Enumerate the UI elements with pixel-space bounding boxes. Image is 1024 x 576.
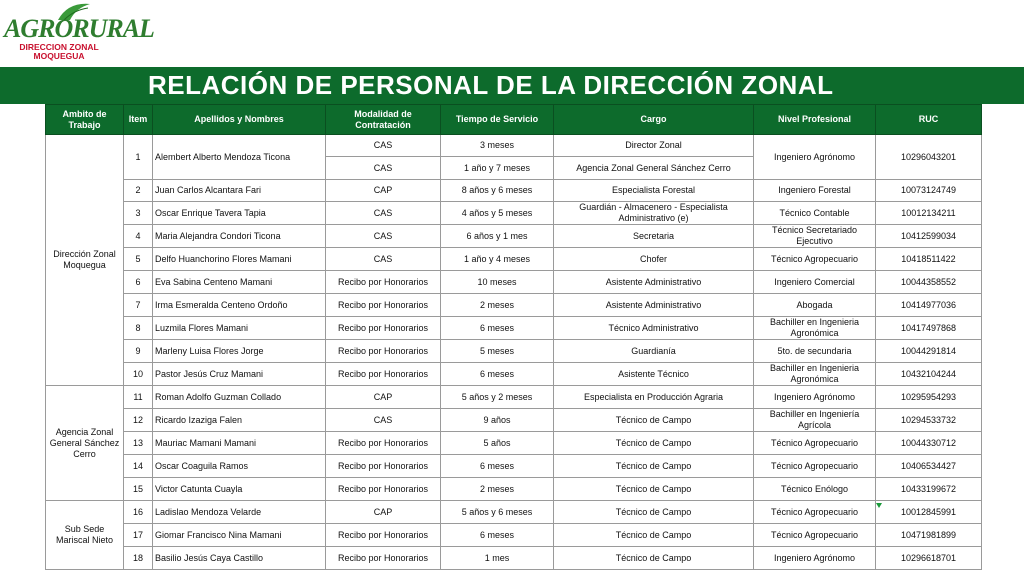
- nivel-cell: Bachiller en Ingeniería Agrícola: [754, 409, 876, 432]
- cargo-cell: Técnico de Campo: [554, 547, 754, 570]
- ruc-cell: 10044358552: [876, 271, 982, 294]
- tiempo-cell: 3 meses: [441, 135, 554, 157]
- header-modalidad: Modalidad de Contratación: [326, 105, 441, 135]
- cargo-cell: Técnico de Campo: [554, 409, 754, 432]
- tiempo-cell: 5 años: [441, 432, 554, 455]
- cargo-cell: Guardianía: [554, 340, 754, 363]
- nivel-cell: Abogada: [754, 294, 876, 317]
- tiempo-cell: 4 años y 5 meses: [441, 202, 554, 225]
- modalidad-cell: Recibo por Honorarios: [326, 317, 441, 340]
- ruc-cell: 10044330712: [876, 432, 982, 455]
- item-cell: 15: [124, 478, 153, 501]
- nivel-cell: Ingeniero Comercial: [754, 271, 876, 294]
- tiempo-cell: 1 año y 7 meses: [441, 157, 554, 180]
- cell-marker-icon: [876, 503, 882, 508]
- tiempo-cell: 5 años y 2 meses: [441, 386, 554, 409]
- modalidad-cell: Recibo por Honorarios: [326, 363, 441, 386]
- name-cell: Victor Catunta Cuayla: [153, 478, 326, 501]
- modalidad-cell: CAS: [326, 202, 441, 225]
- modalidad-cell: CAP: [326, 501, 441, 524]
- table-row: [46, 363, 982, 386]
- name-cell: Roman Adolfo Guzman Collado: [153, 386, 326, 409]
- tiempo-cell: 10 meses: [441, 271, 554, 294]
- modalidad-cell: CAP: [326, 386, 441, 409]
- logo-subtitle-line1: DIRECCION ZONAL: [19, 42, 99, 52]
- tiempo-cell: 5 años y 6 meses: [441, 501, 554, 524]
- item-cell: 11: [124, 386, 153, 409]
- name-cell: Ladislao Mendoza Velarde: [153, 501, 326, 524]
- table-row: [46, 248, 982, 271]
- header-nombres: Apellidos y Nombres: [153, 105, 326, 135]
- item-cell: 13: [124, 432, 153, 455]
- table-row: [46, 135, 982, 157]
- table-row: [46, 294, 982, 317]
- name-cell: Ricardo Izaziga Falen: [153, 409, 326, 432]
- tiempo-cell: 2 meses: [441, 478, 554, 501]
- nivel-cell: Técnico Agropecuario: [754, 248, 876, 271]
- modalidad-cell: CAP: [326, 180, 441, 202]
- ruc-cell: 10414977036: [876, 294, 982, 317]
- ruc-cell: 10406534427: [876, 455, 982, 478]
- modalidad-cell: Recibo por Honorarios: [326, 524, 441, 547]
- table-row: [46, 386, 982, 409]
- header-nivel: Nivel Profesional: [754, 105, 876, 135]
- cargo-cell: Guardián - Almacenero - Especialista Administrativo (e): [554, 202, 754, 225]
- nivel-cell: Técnico Secretariado Ejecutivo: [754, 225, 876, 248]
- modalidad-cell: Recibo por Honorarios: [326, 478, 441, 501]
- cargo-cell: Especialista Forestal: [554, 180, 754, 202]
- item-cell: 1: [124, 135, 153, 180]
- modalidad-cell: CAS: [326, 157, 441, 180]
- tiempo-cell: 2 meses: [441, 294, 554, 317]
- table-row: [46, 478, 982, 501]
- cargo-cell: Director Zonal: [554, 135, 754, 157]
- tiempo-cell: 1 año y 4 meses: [441, 248, 554, 271]
- cargo-cell: Técnico de Campo: [554, 478, 754, 501]
- tiempo-cell: 6 meses: [441, 524, 554, 547]
- name-cell: Marleny Luisa Flores Jorge: [153, 340, 326, 363]
- table-row: [46, 432, 982, 455]
- table-row: [46, 225, 982, 248]
- header-ruc: RUC: [876, 105, 982, 135]
- page-title: RELACIÓN DE PERSONAL DE LA DIRECCIÓN ZONAL: [148, 70, 834, 100]
- modalidad-cell: Recibo por Honorarios: [326, 432, 441, 455]
- header-row: [46, 105, 982, 135]
- ruc-cell: 10412599034: [876, 225, 982, 248]
- agrorural-logo: [0, 0, 154, 64]
- ruc-cell: 10418511422: [876, 248, 982, 271]
- nivel-cell: Bachiller en Ingenieria Agronómica: [754, 363, 876, 386]
- ruc-cell: 10044291814: [876, 340, 982, 363]
- cargo-cell: Técnico de Campo: [554, 524, 754, 547]
- nivel-cell: Ingeniero Agrónomo: [754, 547, 876, 570]
- ruc-cell: 10295954293: [876, 386, 982, 409]
- ruc-cell: 10012845991: [876, 501, 982, 524]
- table-row: [46, 317, 982, 340]
- group-cell: Agencia Zonal General Sánchez Cerro: [46, 386, 124, 501]
- ruc-cell: 10417497868: [876, 317, 982, 340]
- item-cell: 12: [124, 409, 153, 432]
- cargo-cell: Chofer: [554, 248, 754, 271]
- item-cell: 6: [124, 271, 153, 294]
- item-cell: 16: [124, 501, 153, 524]
- nivel-cell: 5to. de secundaria: [754, 340, 876, 363]
- name-cell: Oscar Coaguila Ramos: [153, 455, 326, 478]
- item-cell: 18: [124, 547, 153, 570]
- modalidad-cell: CAS: [326, 409, 441, 432]
- ruc-cell: 10296618701: [876, 547, 982, 570]
- name-cell: Juan Carlos Alcantara Fari: [153, 180, 326, 202]
- item-cell: 9: [124, 340, 153, 363]
- tiempo-cell: 6 meses: [441, 363, 554, 386]
- group-cell: Sub Sede Mariscal Nieto: [46, 501, 124, 570]
- tiempo-cell: 6 meses: [441, 455, 554, 478]
- modalidad-cell: CAS: [326, 248, 441, 271]
- cargo-cell: Técnico Administrativo: [554, 317, 754, 340]
- table-row: [46, 202, 982, 225]
- item-cell: 8: [124, 317, 153, 340]
- ruc-cell: 10294533732: [876, 409, 982, 432]
- cargo-cell: Asistente Técnico: [554, 363, 754, 386]
- name-cell: Maria Alejandra Condori Ticona: [153, 225, 326, 248]
- header-item: Item: [124, 105, 153, 135]
- logo-wordmark: AGRORURAL: [4, 14, 154, 43]
- cargo-cell: Asistente Administrativo: [554, 271, 754, 294]
- name-cell: Pastor Jesús Cruz Mamani: [153, 363, 326, 386]
- header-ambito: Ambito de Trabajo: [46, 105, 124, 135]
- name-cell: Irma Esmeralda Centeno Ordoño: [153, 294, 326, 317]
- cargo-cell: Técnico de Campo: [554, 501, 754, 524]
- cargo-cell: Técnico de Campo: [554, 455, 754, 478]
- name-cell: Basilio Jesús Caya Castillo: [153, 547, 326, 570]
- cargo-cell: Secretaria: [554, 225, 754, 248]
- item-cell: 4: [124, 225, 153, 248]
- cargo-cell: Agencia Zonal General Sánchez Cerro: [554, 157, 754, 180]
- item-cell: 3: [124, 202, 153, 225]
- item-cell: 2: [124, 180, 153, 202]
- tiempo-cell: 1 mes: [441, 547, 554, 570]
- tiempo-cell: 5 meses: [441, 340, 554, 363]
- ruc-cell: 10471981899: [876, 524, 982, 547]
- item-cell: 14: [124, 455, 153, 478]
- cargo-cell: Especialista en Producción Agraria: [554, 386, 754, 409]
- modalidad-cell: Recibo por Honorarios: [326, 271, 441, 294]
- table-row: [46, 180, 982, 202]
- item-cell: 10: [124, 363, 153, 386]
- cargo-cell: Asistente Administrativo: [554, 294, 754, 317]
- item-cell: 5: [124, 248, 153, 271]
- modalidad-cell: CAS: [326, 225, 441, 248]
- nivel-cell: Ingeniero Agrónomo: [754, 386, 876, 409]
- modalidad-cell: Recibo por Honorarios: [326, 294, 441, 317]
- table-row: [46, 340, 982, 363]
- table-row: [46, 547, 982, 570]
- modalidad-cell: Recibo por Honorarios: [326, 547, 441, 570]
- nivel-cell: Técnico Agropecuario: [754, 501, 876, 524]
- cargo-cell: Técnico de Campo: [554, 432, 754, 455]
- name-cell: Delfo Huanchorino Flores Mamani: [153, 248, 326, 271]
- ruc-cell: 10432104244: [876, 363, 982, 386]
- tiempo-cell: 8 años y 6 meses: [441, 180, 554, 202]
- table-row: [46, 501, 982, 524]
- ruc-cell: 10012134211: [876, 202, 982, 225]
- modalidad-cell: Recibo por Honorarios: [326, 340, 441, 363]
- header-cargo: Cargo: [554, 105, 754, 135]
- name-cell: Oscar Enrique Tavera Tapia: [153, 202, 326, 225]
- name-cell: Luzmila Flores Mamani: [153, 317, 326, 340]
- nivel-cell: Técnico Agropecuario: [754, 432, 876, 455]
- tiempo-cell: 9 años: [441, 409, 554, 432]
- table-row: [46, 409, 982, 432]
- nivel-cell: Técnico Contable: [754, 202, 876, 225]
- modalidad-cell: Recibo por Honorarios: [326, 455, 441, 478]
- table-row: [46, 271, 982, 294]
- name-cell: Eva Sabina Centeno Mamani: [153, 271, 326, 294]
- table-row: [46, 524, 982, 547]
- name-cell: Mauriac Mamani Mamani: [153, 432, 326, 455]
- header-tiempo: Tiempo de Servicio: [441, 105, 554, 135]
- nivel-cell: Bachiller en Ingenieria Agronómica: [754, 317, 876, 340]
- nivel-cell: Ingeniero Agrónomo: [754, 135, 876, 180]
- group-cell: Dirección Zonal Moquegua: [46, 135, 124, 386]
- name-cell: Giomar Francisco Nina Mamani: [153, 524, 326, 547]
- ruc-cell: 10433199672: [876, 478, 982, 501]
- nivel-cell: Técnico Agropecuario: [754, 455, 876, 478]
- nivel-cell: Técnico Enólogo: [754, 478, 876, 501]
- ruc-cell: 10296043201: [876, 135, 982, 180]
- nivel-cell: Ingeniero Forestal: [754, 180, 876, 202]
- logo-subtitle-line2: MOQUEGUA: [33, 50, 85, 61]
- tiempo-cell: 6 años y 1 mes: [441, 225, 554, 248]
- item-cell: 7: [124, 294, 153, 317]
- tiempo-cell: 6 meses: [441, 317, 554, 340]
- ruc-cell: 10073124749: [876, 180, 982, 202]
- personnel-table: [45, 104, 982, 570]
- logo-subtitle: [8, 43, 110, 60]
- name-cell: Alembert Alberto Mendoza Ticona: [153, 135, 326, 180]
- item-cell: 17: [124, 524, 153, 547]
- nivel-cell: Técnico Agropecuario: [754, 524, 876, 547]
- modalidad-cell: CAS: [326, 135, 441, 157]
- table-row: [46, 455, 982, 478]
